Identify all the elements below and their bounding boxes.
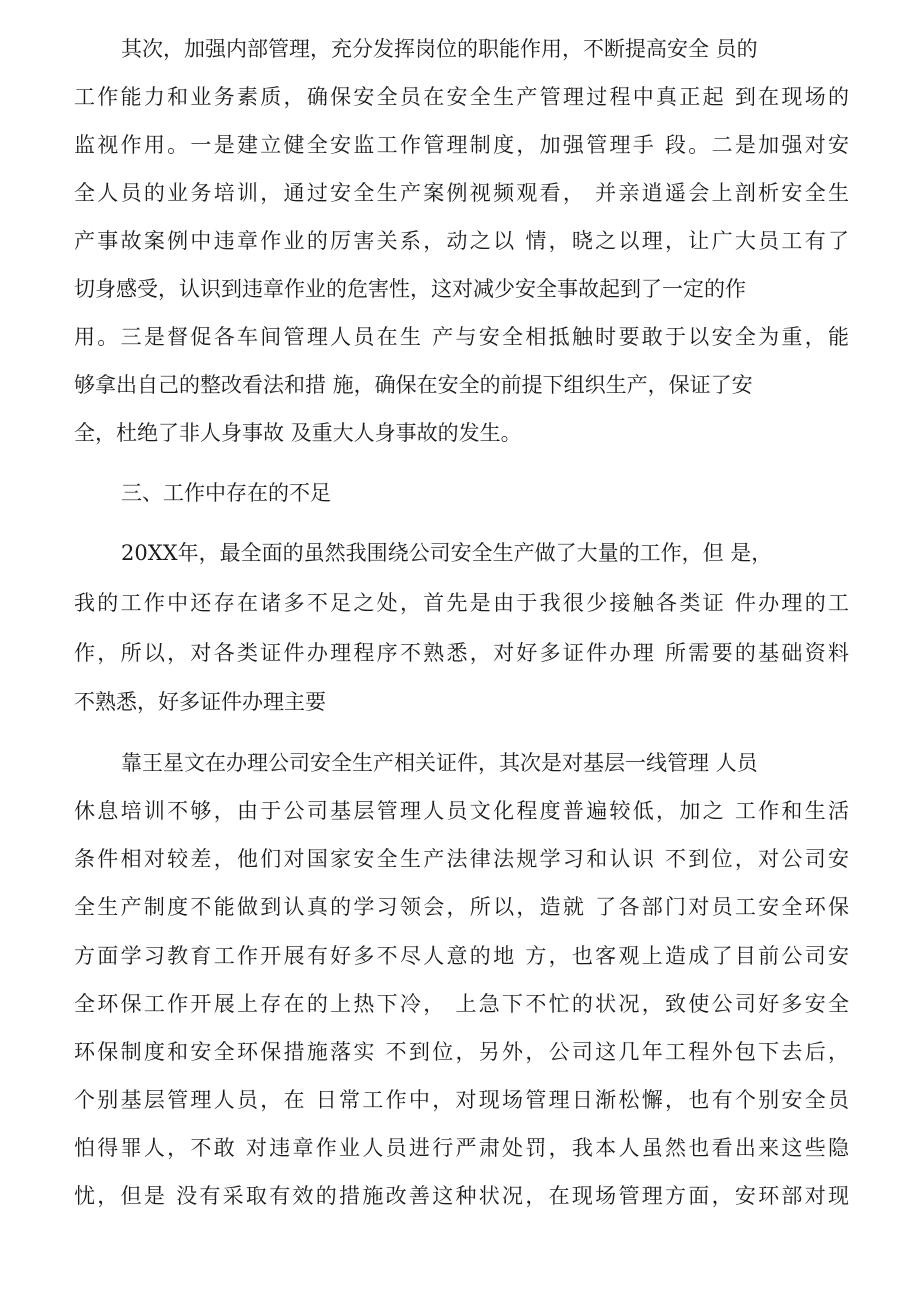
paragraph-line: 20XX年，最全面的虽然我围绕公司安全生产做了大量的工作，但 是， (121, 541, 773, 565)
paragraph-line: 全生产制度不能做到认真的学习领会，所以，造就 了各部门对员工安全环保 (74, 895, 849, 919)
paragraph-line: 靠王星文在办理公司安全生产相关证件，其次是对基层一线管理 人员 (121, 751, 758, 775)
section-heading: 三、工作中存在的不足 (121, 481, 331, 505)
paragraph-line: 不熟悉，好多证件办理主要 (74, 690, 326, 714)
paragraph-line: 监视作用。一是建立健全安监工作管理制度，加强管理手 段。二是加强对安 (74, 133, 849, 157)
paragraph-line: 全人员的业务培训，通过安全生产案例视频观看， 并亲逍遥会上剖析安全生 (74, 181, 849, 205)
paragraph-line: 条件相对较差，他们对国家安全生产法律法规学习和认识 不到位，对公司安 (74, 847, 849, 871)
paragraph-line: 作，所以，对各类证件办理程序不熟悉，对好多证件办理 所需要的基础资料 (74, 641, 849, 665)
paragraph-line: 我的工作中还存在诸多不足之处，首先是由于我很少接触各类证 件办理的工 (74, 591, 849, 615)
paragraph-line: 全，杜绝了非人身事故 及重大人身事故的发生。 (74, 421, 522, 445)
paragraph-line: 怕得罪人，不敢 对违章作业人员进行严肃处罚，我本人虽然也看出来这些隐 (74, 1136, 849, 1160)
paragraph-line: 休息培训不够，由于公司基层管理人员文化程度普遍较低，加之 工作和生活 (74, 799, 849, 823)
paragraph-line: 忧，但是 没有采取有效的措施改善这种状况，在现场管理方面，安环部对现 (74, 1184, 849, 1208)
paragraph-line: 个别基层管理人员，在 日常工作中，对现场管理日渐松懈，也有个别安全员 (74, 1088, 849, 1112)
paragraph-line: 方面学习教育工作开展有好多不尽人意的地 方，也客观上造成了目前公司安 (74, 944, 849, 968)
paragraph-line: 其次，加强内部管理，充分发挥岗位的职能作用，不断提高安全 员的 (121, 37, 758, 61)
paragraph-line: 用。三是督促各车间管理人员在生 产与安全相抵触时要敢于以安全为重，能 (74, 325, 849, 349)
paragraph-line: 工作能力和业务素质，确保安全员在安全生产管理过程中真正起 到在现场的 (74, 85, 849, 109)
paragraph-line: 全环保工作开展上存在的上热下冷， 上急下不忙的状况，致使公司好多安全 (74, 992, 849, 1016)
paragraph-line: 环保制度和安全环保措施落实 不到位，另外，公司这几年工程外包下去后， (74, 1040, 849, 1064)
paragraph-line: 切身感受，认识到违章作业的危害性，这对减少安全事故起到了一定的作 (74, 277, 746, 301)
paragraph-line: 够拿出自己的整改看法和措 施，确保在安全的前提下组织生产，保证了安 (74, 373, 753, 397)
paragraph-line: 产事故案例中违章作业的厉害关系，动之以 情，晓之以理，让广大员工有了 (74, 229, 849, 253)
